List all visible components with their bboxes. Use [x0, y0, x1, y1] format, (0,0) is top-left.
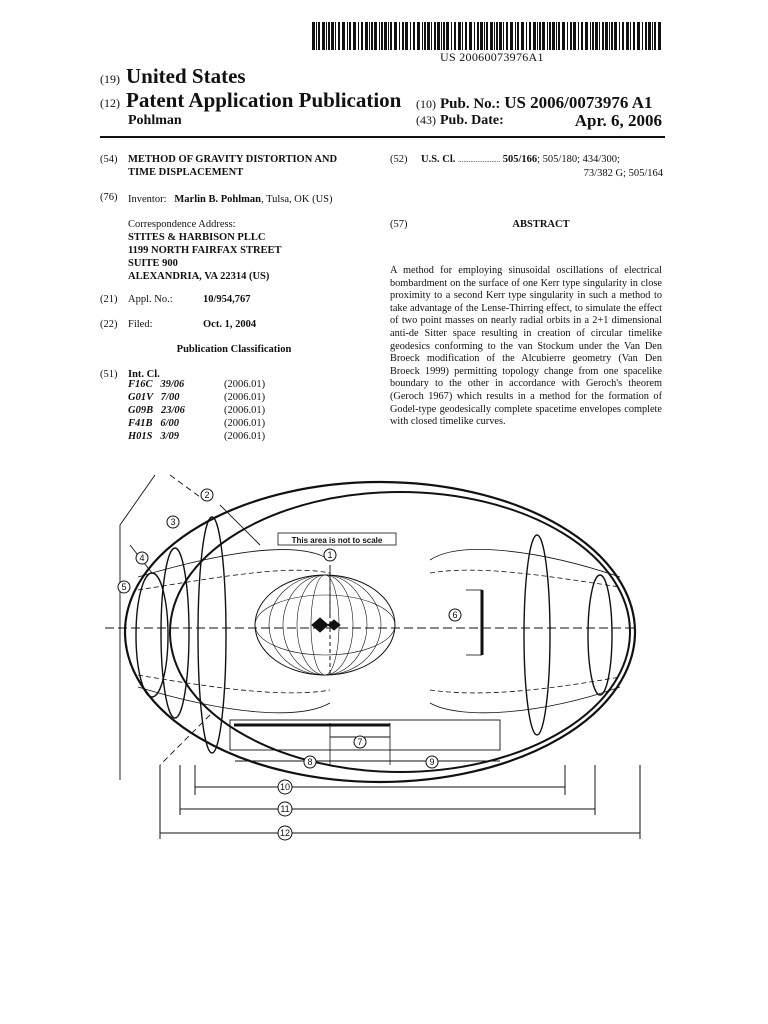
svg-text:1: 1: [327, 550, 333, 560]
barcode: [312, 22, 662, 50]
svg-text:3: 3: [170, 517, 176, 527]
barcode-bar: [441, 22, 442, 50]
barcode-bar: [361, 22, 363, 50]
callout-11: [278, 802, 292, 816]
barcode-bar: [609, 22, 610, 50]
svg-text:6: 6: [452, 610, 458, 620]
intcl-label: Int. Cl.: [128, 369, 160, 380]
callout-12: [278, 826, 292, 840]
barcode-bar: [390, 22, 392, 50]
barcode-bar: [486, 22, 488, 50]
callout-4: [136, 552, 148, 564]
inventor-surname: Pohlman: [128, 113, 182, 128]
barcode-bar: [458, 22, 461, 50]
callout-10: [278, 780, 292, 794]
intcl-list: [128, 379, 368, 449]
barcode-bar: [371, 22, 373, 50]
barcode-bar: [394, 22, 397, 50]
barcode-bar: [494, 22, 495, 50]
inventor-code: (76): [100, 192, 118, 203]
barcode-bar: [521, 22, 524, 50]
barcode-bar: [469, 22, 472, 50]
svg-text:11: 11: [280, 804, 290, 814]
callout-9: [426, 756, 438, 768]
barcode-bar: [353, 22, 356, 50]
barcode-bar: [399, 22, 400, 50]
barcode-bar: [474, 22, 475, 50]
barcode-bar: [642, 22, 643, 50]
filed-date: Oct. 1, 2004: [203, 319, 257, 330]
barcode-bar: [484, 22, 485, 50]
barcode-bar: [328, 22, 330, 50]
appl-label: Appl. No.:: [128, 294, 173, 305]
filed-label: Filed:: [128, 319, 153, 330]
intcl-row: F41B 6/00 (2006.01): [128, 418, 266, 429]
right-ring-1: [524, 535, 550, 735]
intcl-row: G09B 23/06 (2006.01): [128, 405, 266, 416]
callout-3: [167, 516, 179, 528]
intcl-code: (51): [100, 369, 118, 380]
barcode-bar: [410, 22, 411, 50]
barcode-bar: [431, 22, 432, 50]
svg-text:7: 7: [357, 737, 363, 747]
barcode-bar: [384, 22, 387, 50]
barcode-bar: [331, 22, 334, 50]
barcode-bar: [614, 22, 617, 50]
barcode-bar: [462, 22, 463, 50]
barcode-bar: [517, 22, 519, 50]
barcode-bar: [413, 22, 415, 50]
barcode-bar: [480, 22, 483, 50]
barcode-bar: [316, 22, 317, 50]
dimension-lines: [160, 737, 640, 839]
barcode-bar: [570, 22, 572, 50]
barcode-bar: [427, 22, 430, 50]
barcode-bar: [490, 22, 493, 50]
callout-6: [449, 609, 461, 621]
filed-code: (22): [100, 319, 118, 330]
middle-ellipse: [170, 492, 630, 772]
barcode-bar: [637, 22, 640, 50]
barcode-bar: [549, 22, 551, 50]
barcode-bar: [369, 22, 370, 50]
barcode-bar: [499, 22, 502, 50]
barcode-bar: [402, 22, 404, 50]
barcode-bar: [506, 22, 508, 50]
appl-code: (21): [100, 294, 118, 305]
barcode-bar: [379, 22, 380, 50]
intcl-row: H01S 3/09 (2006.01): [128, 431, 266, 442]
intcl-row: G01V 7/00 (2006.01): [128, 392, 266, 403]
barcode-bar: [599, 22, 600, 50]
barcode-bar: [537, 22, 538, 50]
svg-text:8: 8: [307, 757, 313, 767]
barcode-bar: [648, 22, 651, 50]
country-heading: (19) United States: [100, 64, 246, 88]
title-code: (54): [100, 154, 118, 165]
inventor: Inventor: Marlin B. Pohlman, Tulsa, OK (US): [128, 194, 333, 205]
barcode-bar: [630, 22, 631, 50]
callout-8: [304, 756, 316, 768]
publication-date: (43) Pub. Date: Apr. 6, 2006: [416, 111, 662, 130]
barcode-bar: [496, 22, 498, 50]
singularity: [312, 618, 340, 632]
barcode-bar: [533, 22, 536, 50]
barcode-bar: [595, 22, 598, 50]
abstract-heading: ABSTRACT: [512, 219, 570, 230]
barcode-bar: [374, 22, 377, 50]
left-ring-2: [161, 548, 189, 718]
callout-5: [118, 581, 130, 593]
barcode-bar: [338, 22, 340, 50]
barcode-bar: [312, 22, 315, 50]
title: METHOD OF GRAVITY DISTORTION AND TIME DISPLACEMENT: [128, 154, 338, 178]
barcode-bar: [358, 22, 359, 50]
barcode-bar: [365, 22, 368, 50]
barcode-bar: [503, 22, 504, 50]
barcode-bar: [349, 22, 351, 50]
barcode-bar: [347, 22, 348, 50]
barcode-bar: [451, 22, 452, 50]
barcode-bar: [652, 22, 653, 50]
barcode-bar: [619, 22, 620, 50]
barcode-bar: [558, 22, 560, 50]
header-rule: [100, 136, 665, 138]
svg-text:9: 9: [429, 757, 435, 767]
callout-1: [324, 549, 336, 561]
barcode-bar: [633, 22, 635, 50]
barcode-bar: [622, 22, 624, 50]
publication-number: (10) Pub. No.: US 2006/0073976 A1: [416, 93, 653, 112]
patent-drawing: [100, 465, 660, 855]
abstract-text: A method for employing sinusoidal oscillations of electrical bombardment on the surface of one Kerr type singularity in close proximity to a second Kerr type singularity in such a method to take advantage of the Lense-Thirring effect, to simulate the effect of two point masses on nearly radial orbits in a 2+1 dimensional anti-de Sitter space resulting in creation of circular timelike geodesics conforming to the van Stockum under the Van Den Broeck modification of the Alcubierre geometry (Van Den Broeck 1999) permitting topology change from one spacelike boundary to the other in accordance with Geroch's theorem (Geroch 1967) which results in a method for the formation of Godel-type geodesically complete spacetime envelopes complete with closed timelike curves.: [390, 265, 662, 428]
intcl-row: F16C 39/06 (2006.01): [128, 379, 266, 390]
barcode-bar: [605, 22, 608, 50]
barcode-bar: [578, 22, 579, 50]
barcode-bar: [654, 22, 656, 50]
svg-text:5: 5: [121, 582, 127, 592]
us-classification: U.S. Cl. ........................ 505/166; 505/180; 434/300; 73/382 G; 505/164: [421, 154, 663, 179]
barcode-bar: [443, 22, 445, 50]
barcode-bar: [567, 22, 568, 50]
barcode-bar: [658, 22, 661, 50]
barcode-bar: [547, 22, 548, 50]
barcode-bar: [592, 22, 594, 50]
barcode-bar: [539, 22, 541, 50]
publication-classification-heading: Publication Classification: [176, 344, 292, 355]
svg-text:2: 2: [204, 490, 210, 500]
scale-note: This area is not to scale: [291, 536, 383, 545]
barcode-bar: [335, 22, 336, 50]
abstract-code: (57): [390, 219, 408, 230]
appl-number: 10/954,767: [203, 294, 251, 305]
barcode-bar: [437, 22, 440, 50]
svg-text:12: 12: [279, 828, 291, 838]
barcode-bar: [424, 22, 426, 50]
barcode-bar: [422, 22, 423, 50]
barcode-bar: [434, 22, 436, 50]
barcode-bar: [552, 22, 555, 50]
barcode-bar: [417, 22, 420, 50]
publication-type: (12) Patent Application Publication: [100, 88, 402, 112]
barcode-bar: [562, 22, 565, 50]
barcode-bar: [526, 22, 527, 50]
barcode-bar: [581, 22, 583, 50]
barcode-bar: [388, 22, 389, 50]
callout-2: [201, 489, 213, 501]
barcode-bar: [318, 22, 320, 50]
barcode-bar: [590, 22, 591, 50]
callout-7: [354, 736, 366, 748]
svg-text:4: 4: [139, 553, 145, 563]
barcode-bar: [626, 22, 629, 50]
barcode-bar: [322, 22, 325, 50]
barcode-bar: [510, 22, 513, 50]
barcode-bar: [454, 22, 456, 50]
barcode-bar: [446, 22, 449, 50]
barcode-bar: [611, 22, 613, 50]
barcode-bar: [602, 22, 604, 50]
barcode-bar: [405, 22, 408, 50]
barcode-bar: [465, 22, 467, 50]
uscl-code: (52): [390, 154, 408, 165]
correspondence-address: STITES & HARBISON PLLC 1199 NORTH FAIRFAX STREET SUITE 900 ALEXANDRIA, VA 22314 (US): [128, 232, 282, 282]
barcode-bar: [645, 22, 647, 50]
barcode-bar: [342, 22, 345, 50]
barcode-number: US 20060073976A1: [440, 50, 544, 64]
barcode-bar: [326, 22, 327, 50]
barcode-bar: [515, 22, 516, 50]
barcode-bar: [585, 22, 588, 50]
svg-text:10: 10: [279, 782, 291, 792]
barcode-bar: [573, 22, 576, 50]
correspondence-label: Correspondence Address:: [128, 219, 236, 230]
barcode-bar: [542, 22, 545, 50]
barcode-bar: [529, 22, 531, 50]
barcode-bar: [381, 22, 383, 50]
barcode-bar: [477, 22, 479, 50]
right-ring-2: [588, 575, 612, 695]
barcode-bar: [556, 22, 557, 50]
